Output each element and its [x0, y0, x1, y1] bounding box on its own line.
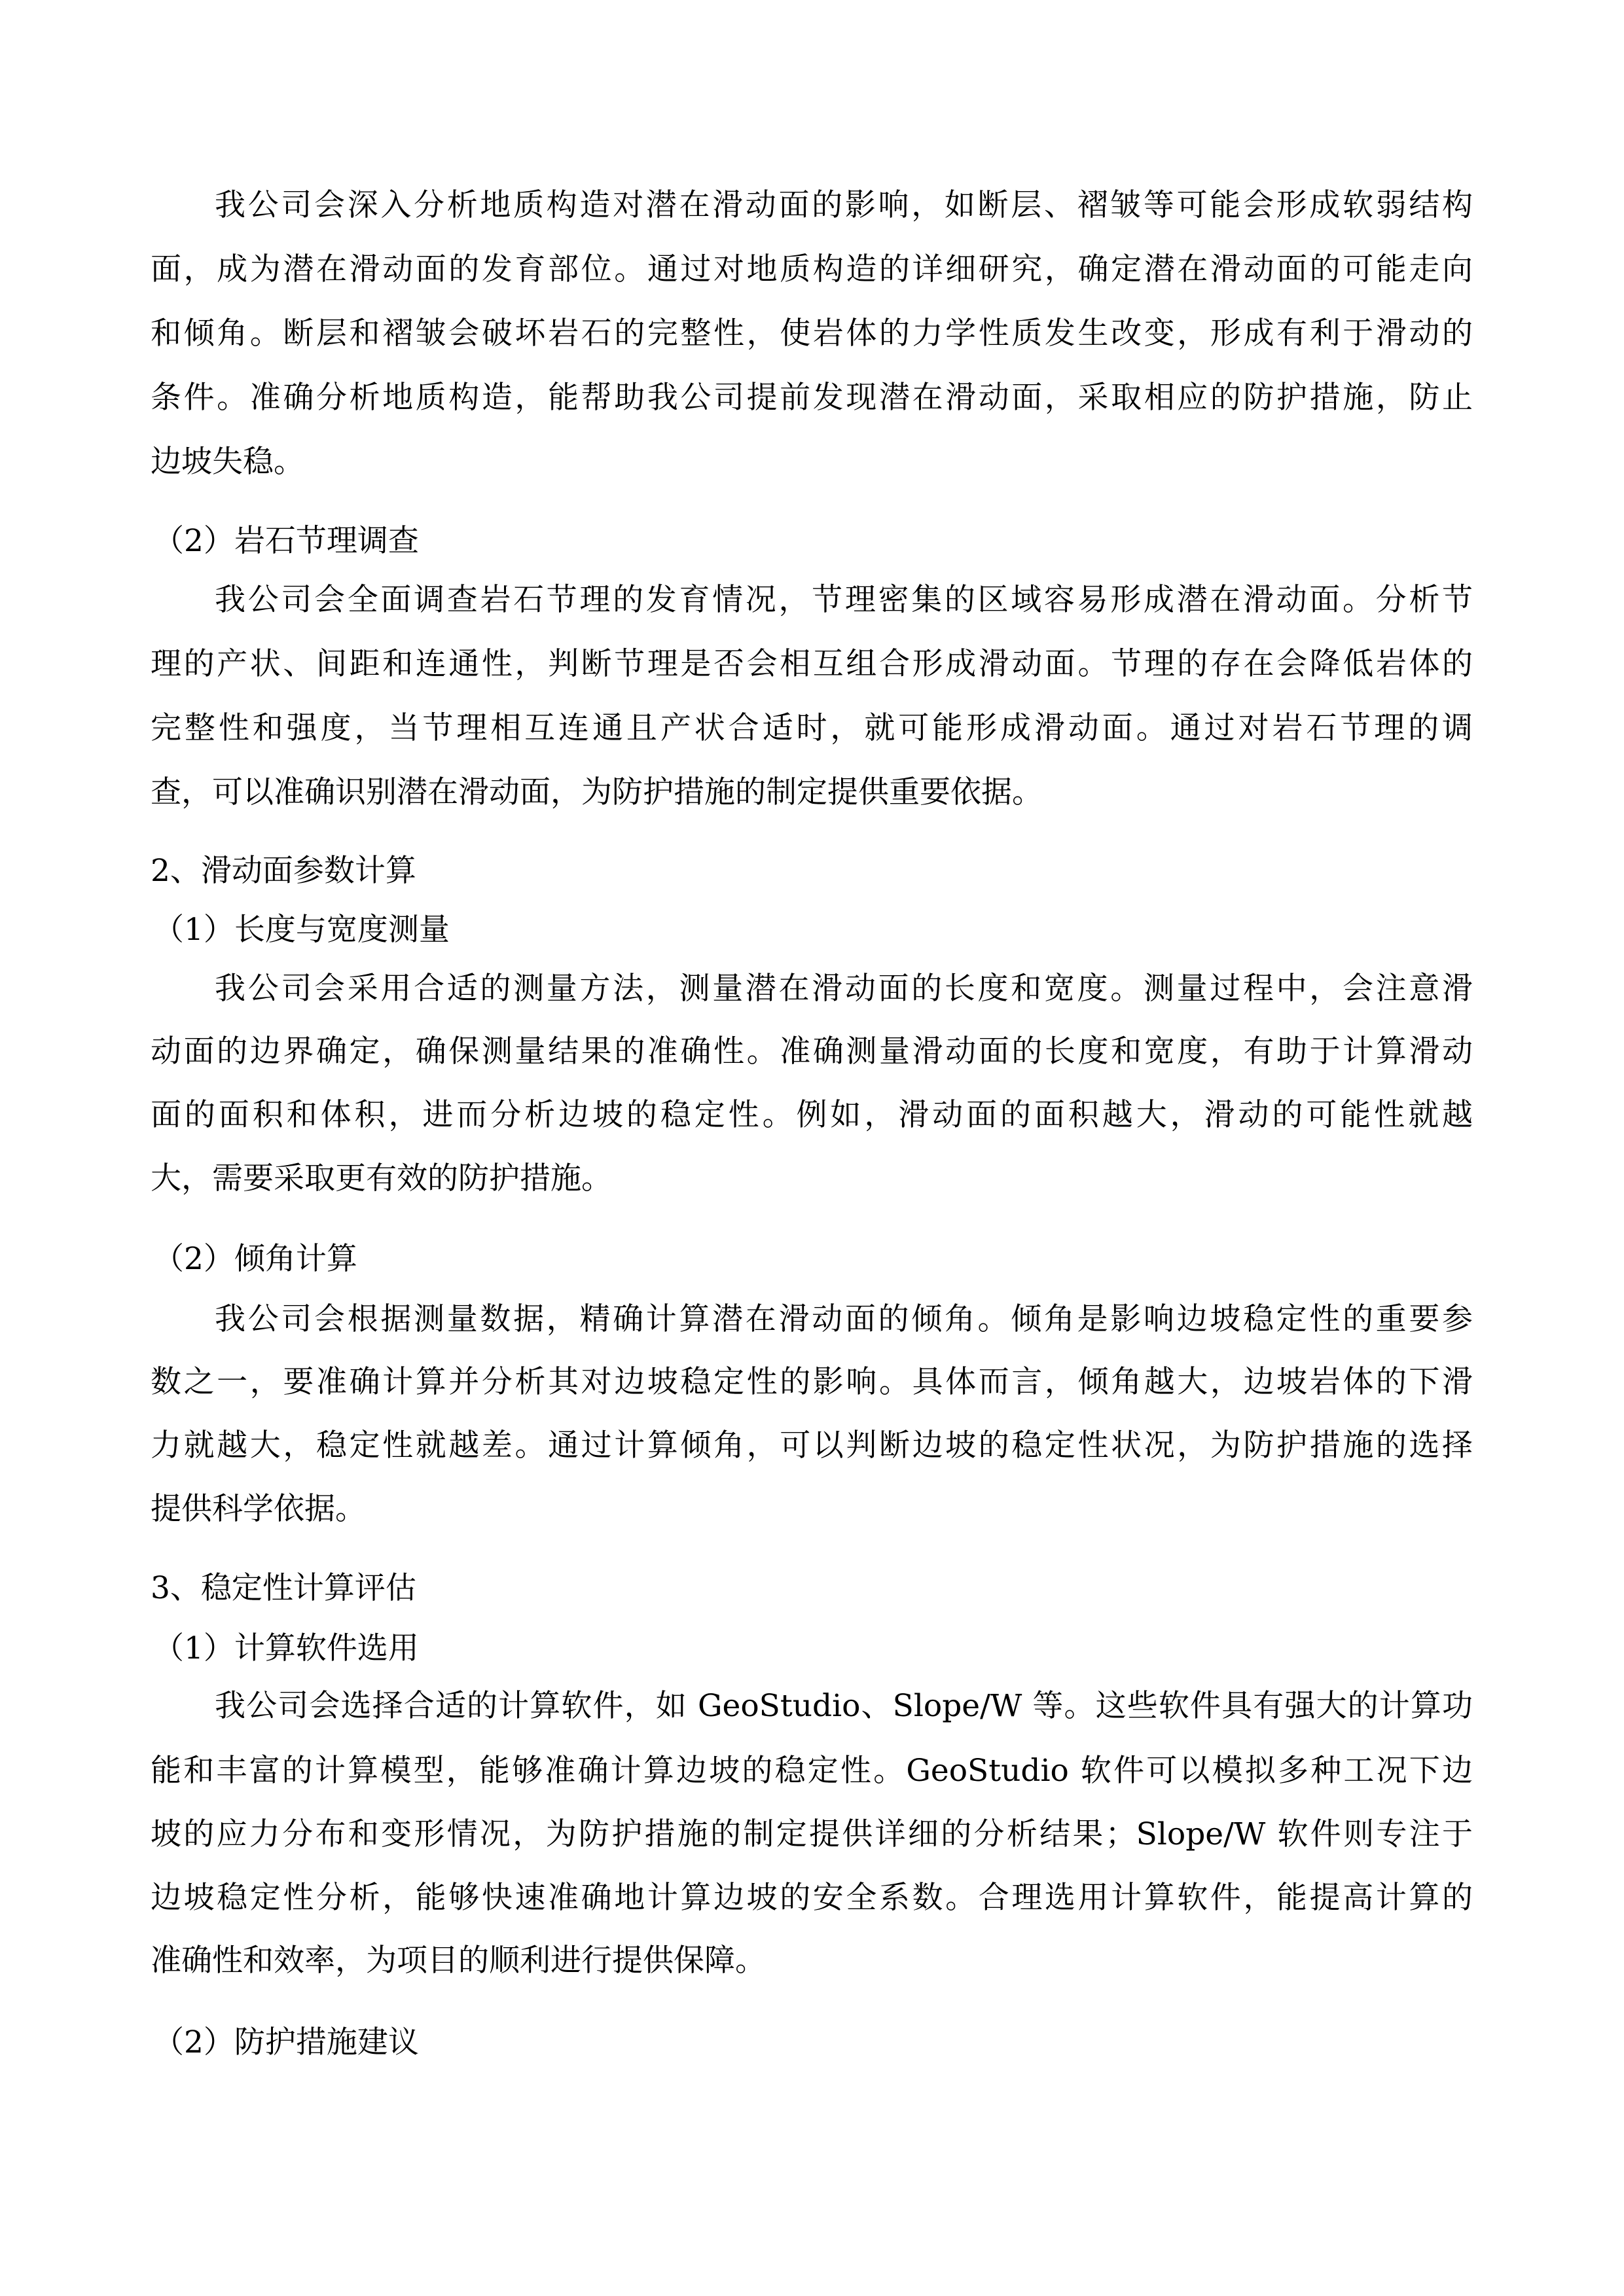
paragraph-5-line-2: 能和丰富的计算模型，能够准确计算边坡的稳定性。GeoStudio 软件可以模拟多种工况下边	[151, 1753, 1473, 1789]
paragraph-5-line-4: 边坡稳定性分析，能够快速准确地计算边坡的安全系数。合理选用计算软件，能提高计算的	[151, 1880, 1473, 1916]
paragraph-5-line-5: 准确性和效率，为项目的顺利进行提供保障。	[151, 1943, 766, 1979]
section-heading-3: 3、稳定性计算评估	[151, 1570, 416, 1606]
subheading-dip-angle: （2）倾角计算	[153, 1241, 357, 1277]
subheading-rock-joint-survey: （2）岩石节理调查	[153, 523, 419, 559]
paragraph-4-line-1: 我公司会根据测量数据，精确计算潜在滑动面的倾角。倾角是影响边坡稳定性的重要参	[215, 1301, 1473, 1337]
paragraph-1-line-3: 和倾角。断层和褶皱会破坏岩石的完整性，使岩体的力学性质发生改变，形成有利于滑动的	[151, 315, 1473, 351]
paragraph-1-line-5: 边坡失稳。	[151, 444, 304, 480]
paragraph-2-line-1: 我公司会全面调查岩石节理的发育情况，节理密集的区域容易形成潜在滑动面。分析节	[215, 582, 1473, 618]
section-heading-2: 2、滑动面参数计算	[151, 853, 416, 889]
paragraph-3-line-2: 动面的边界确定，确保测量结果的准确性。准确测量滑动面的长度和宽度，有助于计算滑动	[151, 1033, 1473, 1069]
paragraph-5-line-3: 坡的应力分布和变形情况，为防护措施的制定提供详细的分析结果；Slope/W 软件则专注于	[151, 1816, 1473, 1852]
paragraph-1-line-4: 条件。准确分析地质构造，能帮助我公司提前发现潜在滑动面，采取相应的防护措施，防止	[151, 380, 1473, 416]
paragraph-1-line-1: 我公司会深入分析地质构造对潜在滑动面的影响，如断层、褶皱等可能会形成软弱结构	[215, 187, 1473, 223]
paragraph-5-line-1: 我公司会选择合适的计算软件，如 GeoStudio、Slope/W 等。这些软件具有强大的计算功	[215, 1688, 1473, 1724]
paragraph-2-line-2: 理的产状、间距和连通性，判断节理是否会相互组合形成滑动面。节理的存在会降低岩体的	[151, 646, 1473, 682]
paragraph-2-line-4: 查，可以准确识别潜在滑动面，为防护措施的制定提供重要依据。	[151, 774, 1043, 810]
paragraph-3-line-1: 我公司会采用合适的测量方法，测量潜在滑动面的长度和宽度。测量过程中，会注意滑	[215, 971, 1473, 1007]
subheading-length-width: （1）长度与宽度测量	[153, 912, 450, 948]
paragraph-3-line-4: 大，需要采取更有效的防护措施。	[151, 1160, 612, 1196]
subheading-protection-measures: （2）防护措施建议	[153, 2024, 419, 2060]
paragraph-2-line-3: 完整性和强度，当节理相互连通且产状合适时，就可能形成滑动面。通过对岩石节理的调	[151, 710, 1473, 746]
paragraph-3-line-3: 面的面积和体积，进而分析边坡的稳定性。例如，滑动面的面积越大，滑动的可能性就越	[151, 1097, 1473, 1133]
paragraph-4-line-4: 提供科学依据。	[151, 1491, 366, 1527]
paragraph-4-line-2: 数之一，要准确计算并分析其对边坡稳定性的影响。具体而言，倾角越大，边坡岩体的下滑	[151, 1364, 1473, 1400]
paragraph-4-line-3: 力就越大，稳定性就越差。通过计算倾角，可以判断边坡的稳定性状况，为防护措施的选择	[151, 1427, 1473, 1463]
paragraph-1-line-2: 面，成为潜在滑动面的发育部位。通过对地质构造的详细研究，确定潜在滑动面的可能走向	[151, 251, 1473, 287]
subheading-software-selection: （1）计算软件选用	[153, 1630, 419, 1666]
